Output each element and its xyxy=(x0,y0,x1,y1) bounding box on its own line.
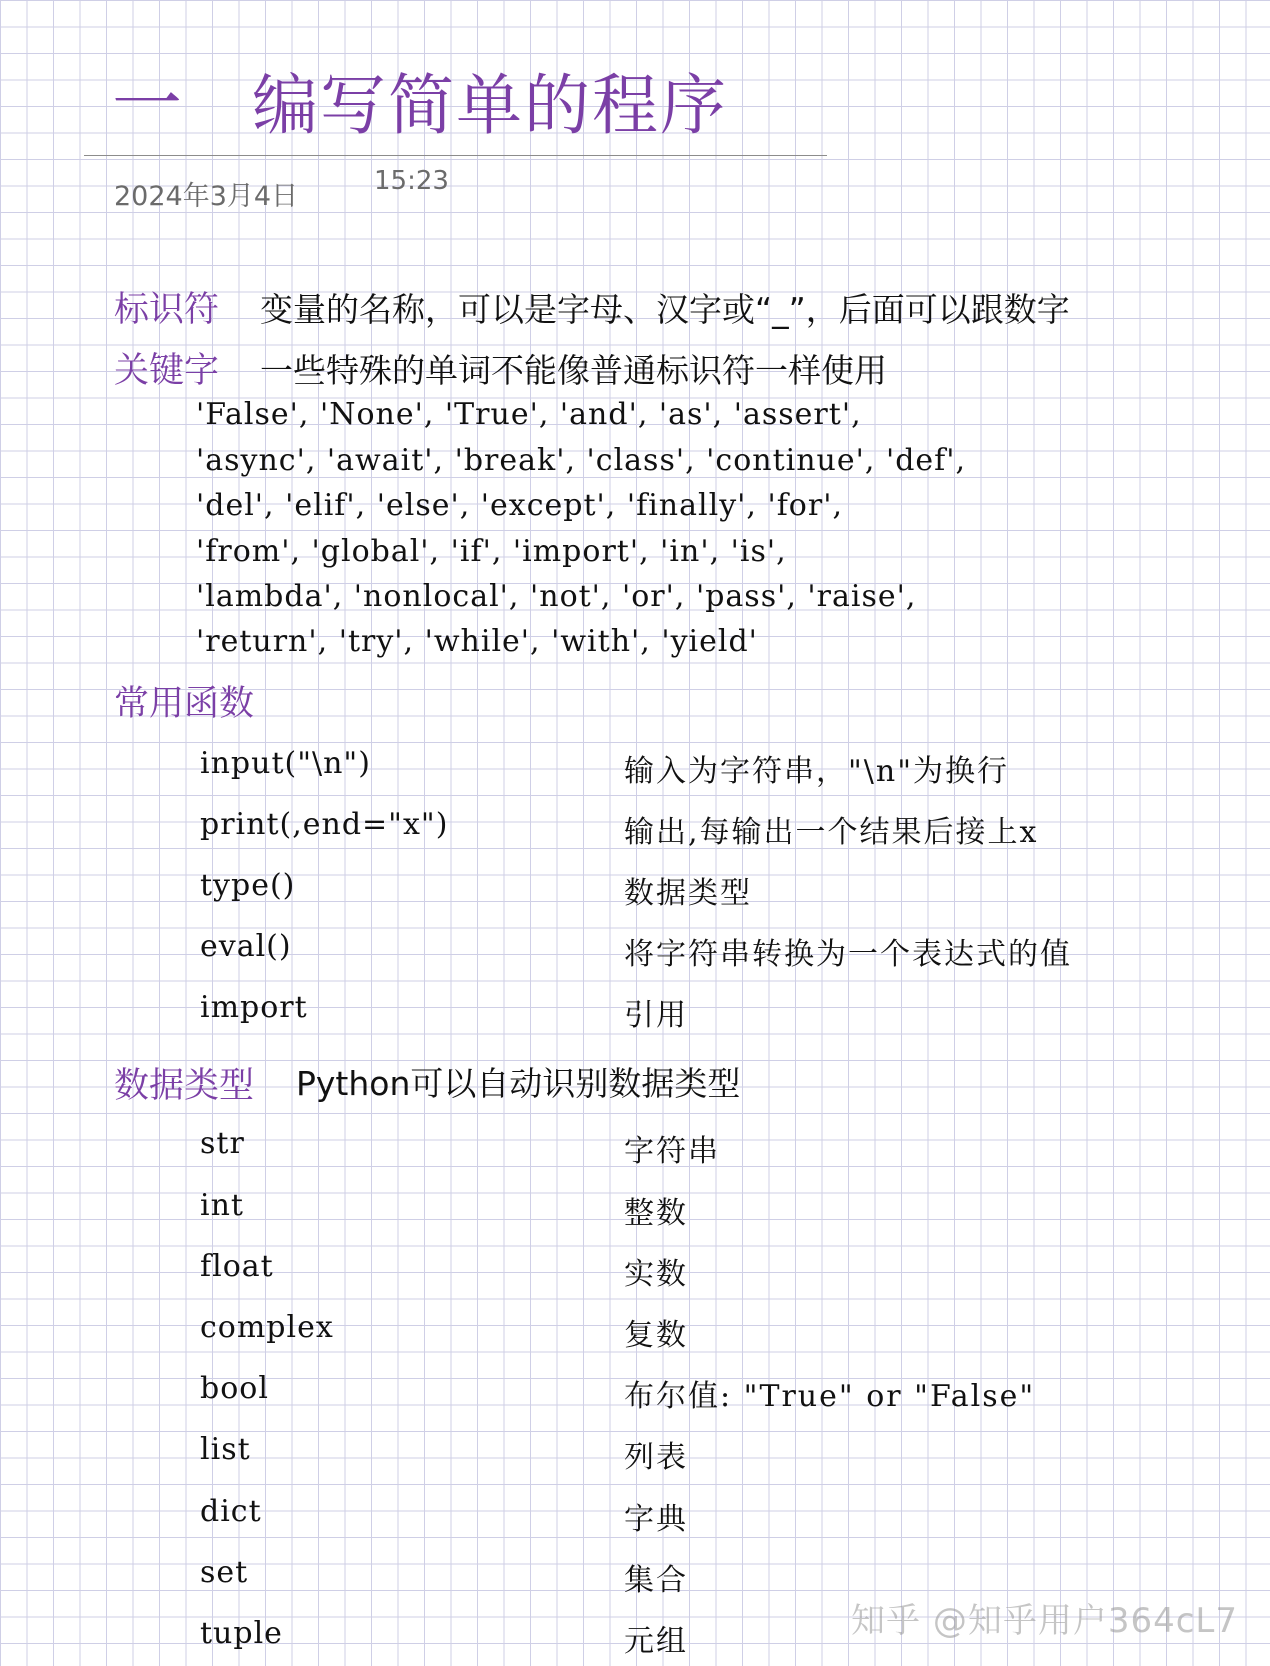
keyword-line: 'from', 'global', 'if', 'import', 'in', 'is', xyxy=(196,534,787,569)
function-name: import xyxy=(200,990,308,1025)
datatype-description: 整数 xyxy=(624,1196,688,1231)
datatype-name: float xyxy=(200,1249,274,1284)
datatype-name: list xyxy=(200,1432,251,1467)
datatype-name: int xyxy=(200,1188,244,1223)
function-name: input("\n") xyxy=(200,746,371,781)
datatype-description: 字符串 xyxy=(624,1134,720,1169)
function-name: type() xyxy=(200,868,296,903)
page-time: 15:23 xyxy=(374,166,449,196)
keyword-line: 'del', 'elif', 'else', 'except', 'finally', 'for', xyxy=(196,488,843,523)
datatypes-label: 数据类型 xyxy=(114,1066,255,1106)
identifier-description: 变量的名称，可以是字母、汉字或“_”，后面可以跟数字 xyxy=(260,290,1070,329)
keywords-description: 一些特殊的单词不能像普通标识符一样使用 xyxy=(260,351,887,390)
datatype-description: 列表 xyxy=(624,1440,688,1475)
datatype-name: str xyxy=(200,1126,245,1161)
keyword-line: 'False', 'None', 'True', 'and', 'as', 'assert', xyxy=(196,397,862,432)
function-description: 数据类型 xyxy=(624,876,752,911)
page-title: 编写简单的程序 xyxy=(252,67,728,144)
function-name: print(,end="x") xyxy=(200,807,449,842)
watermark: 知乎 @知乎用户364cL7 xyxy=(851,1601,1238,1641)
functions-label: 常用函数 xyxy=(114,684,255,724)
function-description: 输入为字符串，"\n"为换行 xyxy=(624,754,1010,789)
datatype-description: 复数 xyxy=(624,1318,688,1353)
title-divider xyxy=(84,155,827,156)
datatype-name: dict xyxy=(200,1494,262,1529)
function-description: 将字符串转换为一个表达式的值 xyxy=(624,937,1072,972)
keyword-line: 'async', 'await', 'break', 'class', 'continue', 'def', xyxy=(196,443,967,478)
datatypes-description: Python可以自动识别数据类型 xyxy=(296,1064,741,1103)
function-description: 输出,每输出一个结果后接上x xyxy=(624,815,1039,850)
datatype-name: complex xyxy=(200,1310,334,1345)
datatype-name: tuple xyxy=(200,1616,283,1651)
datatype-name: bool xyxy=(200,1371,269,1406)
page-date: 2024年3月4日 xyxy=(114,181,299,212)
function-name: eval() xyxy=(200,929,292,964)
datatype-name: set xyxy=(200,1555,249,1590)
datatype-description: 元组 xyxy=(624,1624,688,1659)
datatype-description: 布尔值: "True" or "False" xyxy=(624,1379,1036,1414)
function-description: 引用 xyxy=(624,998,688,1033)
identifier-label: 标识符 xyxy=(114,290,220,330)
datatype-description: 集合 xyxy=(624,1563,688,1598)
keywords-label: 关键字 xyxy=(114,351,220,391)
keyword-line: 'lambda', 'nonlocal', 'not', 'or', 'pass', 'raise', xyxy=(196,579,917,614)
page-title-number: 一 xyxy=(112,63,182,145)
datatype-description: 实数 xyxy=(624,1257,688,1292)
datatype-description: 字典 xyxy=(624,1502,688,1537)
keyword-line: 'return', 'try', 'while', 'with', 'yield' xyxy=(196,624,758,659)
